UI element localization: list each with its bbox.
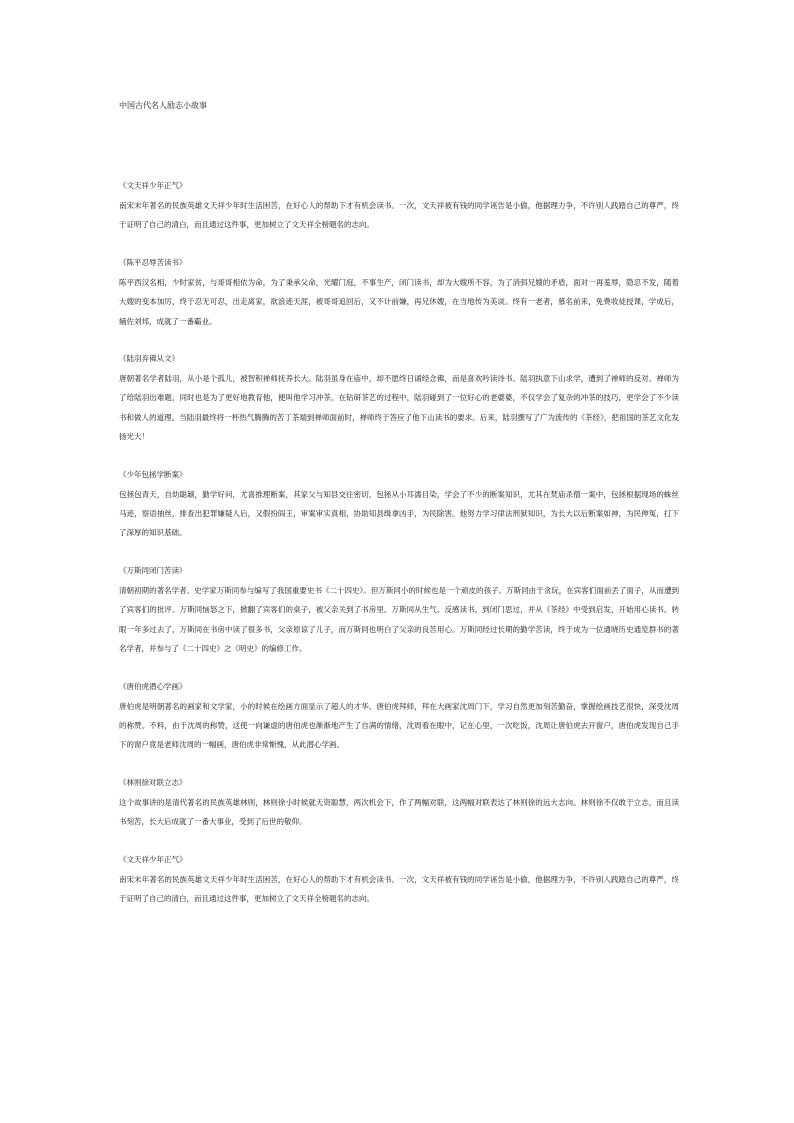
story-body: 唐朝著名学者陆羽，从小是个孤儿，被智积禅师抚养长大。陆羽虽身在庙中，却不愿终日诵经念佛，而是喜欢吟读诗书。陆羽执意下山求学，遭到了禅师的反对。禅师为了给陆羽出难题，同时也是为了更好地教育他，便叫他学习冲茶。在钻研茶艺的过程中，陆羽碰到了一位好心的老婆婆，不仅学会了复杂的冲茶的技巧，更学会了不少读书和做人的道理。当陆羽最终将一杯热气腾腾的苦丁茶端到禅师面前时，禅师终于答应了他下山读书的要求。后来，陆羽撰写了广为流传的《茶经》，把祖国的茶艺文化发扬光大！ xyxy=(119,374,679,442)
story-section xyxy=(119,353,679,447)
story-section xyxy=(119,565,679,659)
story-section xyxy=(119,777,679,832)
story-section xyxy=(119,854,679,909)
story-section xyxy=(119,469,679,543)
story-heading: 《陈平忍辱苦读书》 xyxy=(119,257,187,267)
story-list xyxy=(119,180,679,930)
story-body: 包拯包青天，自幼聪颖，勤学好问，尤喜推理断案，其家父与知县交往密切，包拯从小耳濡目染，学会了不少的断案知识，尤其在焚庙杀僧一案中，包拯根据现场的蛛丝马迹，察语抽丝，排查出犯罪嫌疑人后，又假扮阎王，审案审实真相，协助知县缉拿凶手，为民除害。他努力学习律法刑狱知识，为长大以后断案如神，为民伸冤，打下了深厚的知识基础。 xyxy=(119,489,679,538)
story-heading: 《少年包拯学断案》 xyxy=(119,469,187,479)
story-body: 南宋末年著名的民族英雄文天祥少年时生活困苦，在好心人的帮助下才有机会读书。一次，文天祥被有钱的同学诬告是小偷，他据理力争，不许别人践踏自己的尊严，终于证明了自己的清白，而且通过这件事，更加树立了文天祥全榜题名的志向。 xyxy=(119,201,679,230)
story-body: 南宋末年著名的民族英雄文天祥少年时生活困苦，在好心人的帮助下才有机会读书。一次，文天祥被有钱的同学诬告是小偷，他据理力争，不许别人践踏自己的尊严，终于证明了自己的清白，而且通过这件事，更加树立了文天祥全榜题名的志向。 xyxy=(119,874,679,903)
story-section xyxy=(119,681,679,755)
story-heading: 《林则徐对联立志》 xyxy=(119,777,187,787)
story-heading: 《文天祥少年正气》 xyxy=(119,181,187,190)
story-heading: 《唐伯虎潜心学画》 xyxy=(119,681,187,691)
story-section xyxy=(119,180,679,235)
document-title: 中国古代名人励志小故事 xyxy=(119,101,207,110)
story-body: 陈平西汉名相，少时家贫，与哥哥相依为命，为了秉承父命，光耀门庭，不事生产，闭门读书，却为大嫂所不容，为了消弭兄嫂的矛盾，面对一再羞辱，隐忍不发，随着大嫂的变本加厉，终于忍无可忍，出走离家，欲浪迹天涯，被哥哥追回后，又不计前嫌，再兄休嫂，在当地传为美谈。终有一老者，慕名前来，免费收徒授课，学成后，辅佐刘邦，成就了一番霸业。 xyxy=(119,277,679,326)
story-heading: 《陆羽弃佛从文》 xyxy=(119,354,179,364)
story-heading: 《万斯同闭门苦读》 xyxy=(119,565,187,575)
story-body: 唐伯虎是明朝著名的画家和文学家，小的时候在绘画方面显示了超人的才华。唐伯虎拜师，拜在大画家沈周门下，学习自然更加刻苦勤奋，掌握绘画技艺很快，深受沈周的称赞。不料，由于沈周的称赞，这使一向谦虚的唐伯虎也渐渐地产生了自满的情绪，沈周看在眼中，记在心里，一次吃饭，沈周让唐伯虎去开窗户，唐伯虎发现自己手下的窗户竟是老师沈周的一幅画，唐伯虎非常惭愧，从此潜心学画。 xyxy=(119,701,679,750)
story-heading: 《文天祥少年正气》 xyxy=(119,854,187,864)
story-section xyxy=(119,257,679,331)
story-body: 清朝初期的著名学者、史学家万斯同参与编写了我国重要史书《二十四史》。但万斯同小的时候也是一个顽皮的孩子。万斯同由于贪玩，在宾客们面前丢了面子，从而遭到了宾客们的批评。万斯同恼怒之下，掀翻了宾客们的桌子，被父亲关到了书房里。万斯同从生气、反感读书，到闭门思过，并从《茶经》中受到启发，开始用心读书。转眼一年多过去了，万斯同在书房中读了很多书，父亲原谅了儿子，而万斯同也明白了父亲的良苦用心。万斯同经过长期的勤学苦读，终于成为一位通晓历史通览群书的著名学者，并参与了《二十四史》之《明史》的编修工作。 xyxy=(119,585,679,654)
story-body: 这个故事讲的是清代著名的民族英雄林则，林则徐小时候就天资聪慧，两次机会下，作了两幅对联，这两幅对联表达了林则徐的远大志向。林则徐不仅敢于立志，而且读书刻苦，长大后成就了一番大事业，受到了后世的敬仰。 xyxy=(119,797,679,827)
